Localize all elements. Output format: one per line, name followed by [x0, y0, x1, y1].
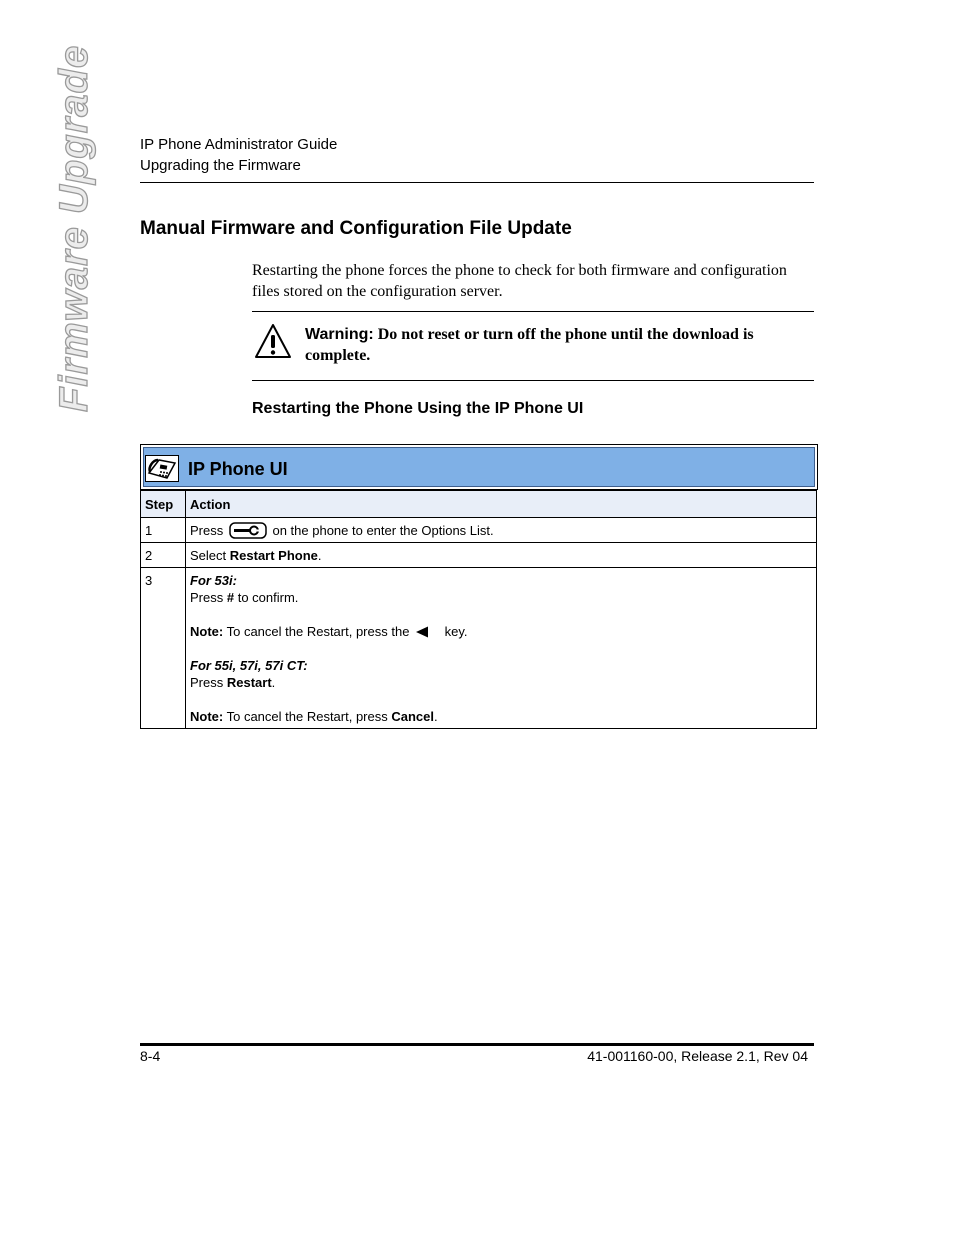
model-heading: For 55i, 57i, 57i CT:: [190, 658, 308, 673]
page-number: 8-4: [140, 1048, 161, 1064]
action-text: Press: [190, 590, 224, 605]
note-text: To cancel the Restart, press the: [226, 624, 410, 639]
table-row: [141, 568, 817, 729]
steps-table: [140, 490, 817, 729]
action-text: to confirm.: [237, 590, 299, 605]
action-text: Press: [190, 523, 224, 538]
step-action: [186, 568, 817, 729]
key-name: #: [226, 590, 235, 605]
action-text: Select: [190, 548, 227, 563]
footer-divider: [140, 1043, 814, 1046]
column-header-step: Step: [141, 491, 186, 518]
key-name: Cancel: [391, 709, 435, 724]
warning-message: [305, 324, 805, 366]
step-number: 1: [141, 518, 186, 543]
model-heading: For 53i:: [190, 573, 237, 588]
table-row: [141, 518, 817, 543]
table-row: [141, 543, 817, 568]
chapter-title: Upgrading the Firmware: [140, 157, 301, 174]
step-action: [186, 518, 817, 543]
table-header-row: [141, 491, 817, 518]
warning-label: Warning:: [305, 326, 374, 343]
ip-phone-icon: [145, 455, 179, 482]
note-text: key.: [444, 624, 468, 639]
action-text: .: [317, 548, 322, 563]
action-text: Press: [190, 675, 224, 690]
note-text: .: [434, 709, 438, 724]
section-title: Manual Firmware and Configuration File Update: [140, 218, 572, 239]
note-text: To cancel the Restart, press: [226, 709, 388, 724]
action-text: on the phone to enter the Options List.: [272, 523, 494, 538]
options-key-icon: [229, 522, 267, 539]
guide-title: IP Phone Administrator Guide: [140, 136, 338, 153]
menu-item-name: Restart Phone: [229, 548, 318, 563]
header-divider: [140, 182, 814, 183]
note-label: Note:: [190, 624, 224, 639]
note-label: Note:: [190, 709, 224, 724]
subsection-title: Restarting the Phone Using the IP Phone UI: [252, 400, 584, 417]
step-action: [186, 543, 817, 568]
warning-bottom-rule: [252, 380, 814, 381]
document-id: 41-001160-00, Release 2.1, Rev 04: [587, 1048, 808, 1064]
key-name: Restart: [226, 675, 272, 690]
step-number: 3: [141, 568, 186, 729]
column-header-action: Action: [186, 491, 817, 518]
action-text: .: [271, 675, 276, 690]
intro-paragraph: Restarting the phone forces the phone to check for both firmware and configuration files stored on the configuration server.: [252, 262, 787, 300]
table-banner-title: IP Phone UI: [188, 459, 288, 479]
side-tab-label: Firmware Upgrade: [52, 44, 96, 412]
running-header: [140, 134, 337, 176]
warning-top-rule: [252, 311, 814, 312]
left-arrow-key-icon: [415, 626, 433, 638]
step-number: 2: [141, 543, 186, 568]
warning-text: Do not reset or turn off the phone until the download is complete.: [305, 326, 754, 364]
warning-triangle-icon: [254, 322, 292, 360]
